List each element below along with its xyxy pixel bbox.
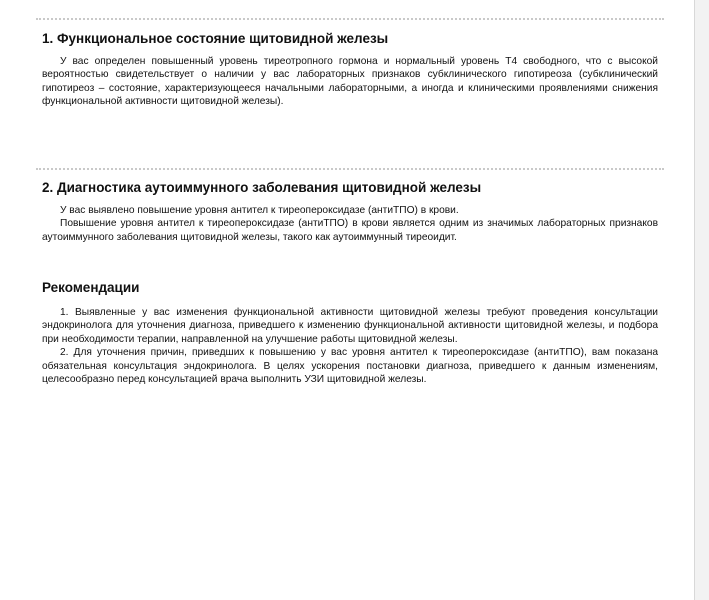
recommendations-title: Рекомендации [42,280,140,295]
section-1-title: 1. Функциональное состояние щитовидной железы [42,31,389,46]
section-2-title: 2. Диагностика аутоиммунного заболевания щитовидной железы [42,180,482,195]
section-recommendations [42,279,658,386]
section-1-text: У вас определен повышенный уровень тиреотропного гормона и нормальный уровень Т4 свободного, что с высокой вероятностью свидетельствует о наличии у вас лабораторных признаков субклинического гипотиреоза (субклинический гипотиреоз – состояние, характеризующееся начальными лабораторными, а иногда и клиническими проявлениями снижения функциональной активности щитовидной железы). [42,56,658,108]
recommendation-1: 1. Выявленные у вас изменения функциональной активности щитовидной железы требуют проведения консультации эндокринолога для уточнения диагноза, приведшего к изменению функциональной активности щитовидной железы, и подбора при необходимости терапии, направленной на улучшение работы щитовидной железы. [42,307,658,345]
middle-divider [36,168,664,170]
section-autoimmune-diagnostics [42,179,658,244]
section-thyroid-function [42,30,658,109]
top-divider [36,18,664,20]
recommendation-2: 2. Для уточнения причин, приведших к повышению у вас уровня антител к тиреопероксидазе (антиТПО), вам показана обязательная консультация эндокринолога. В целях ускорения постановки диагноза, приведшего к данным изменениям, целесообразно перед консультацией врача выполнить УЗИ щитовидной железы. [42,347,658,386]
section-2-paragraph-1: У вас выявлено повышение уровня антител к тиреопероксидазе (антиТПО) в крови. [60,205,459,216]
section-2-paragraph-2: Повышение уровня антител к тиреопероксидазе (антиТПО) в крови является одним из значимых лабораторных признаков аутоиммунного заболевания щитовидной железы, такого как аутоиммунный тиреоидит. [42,218,658,243]
